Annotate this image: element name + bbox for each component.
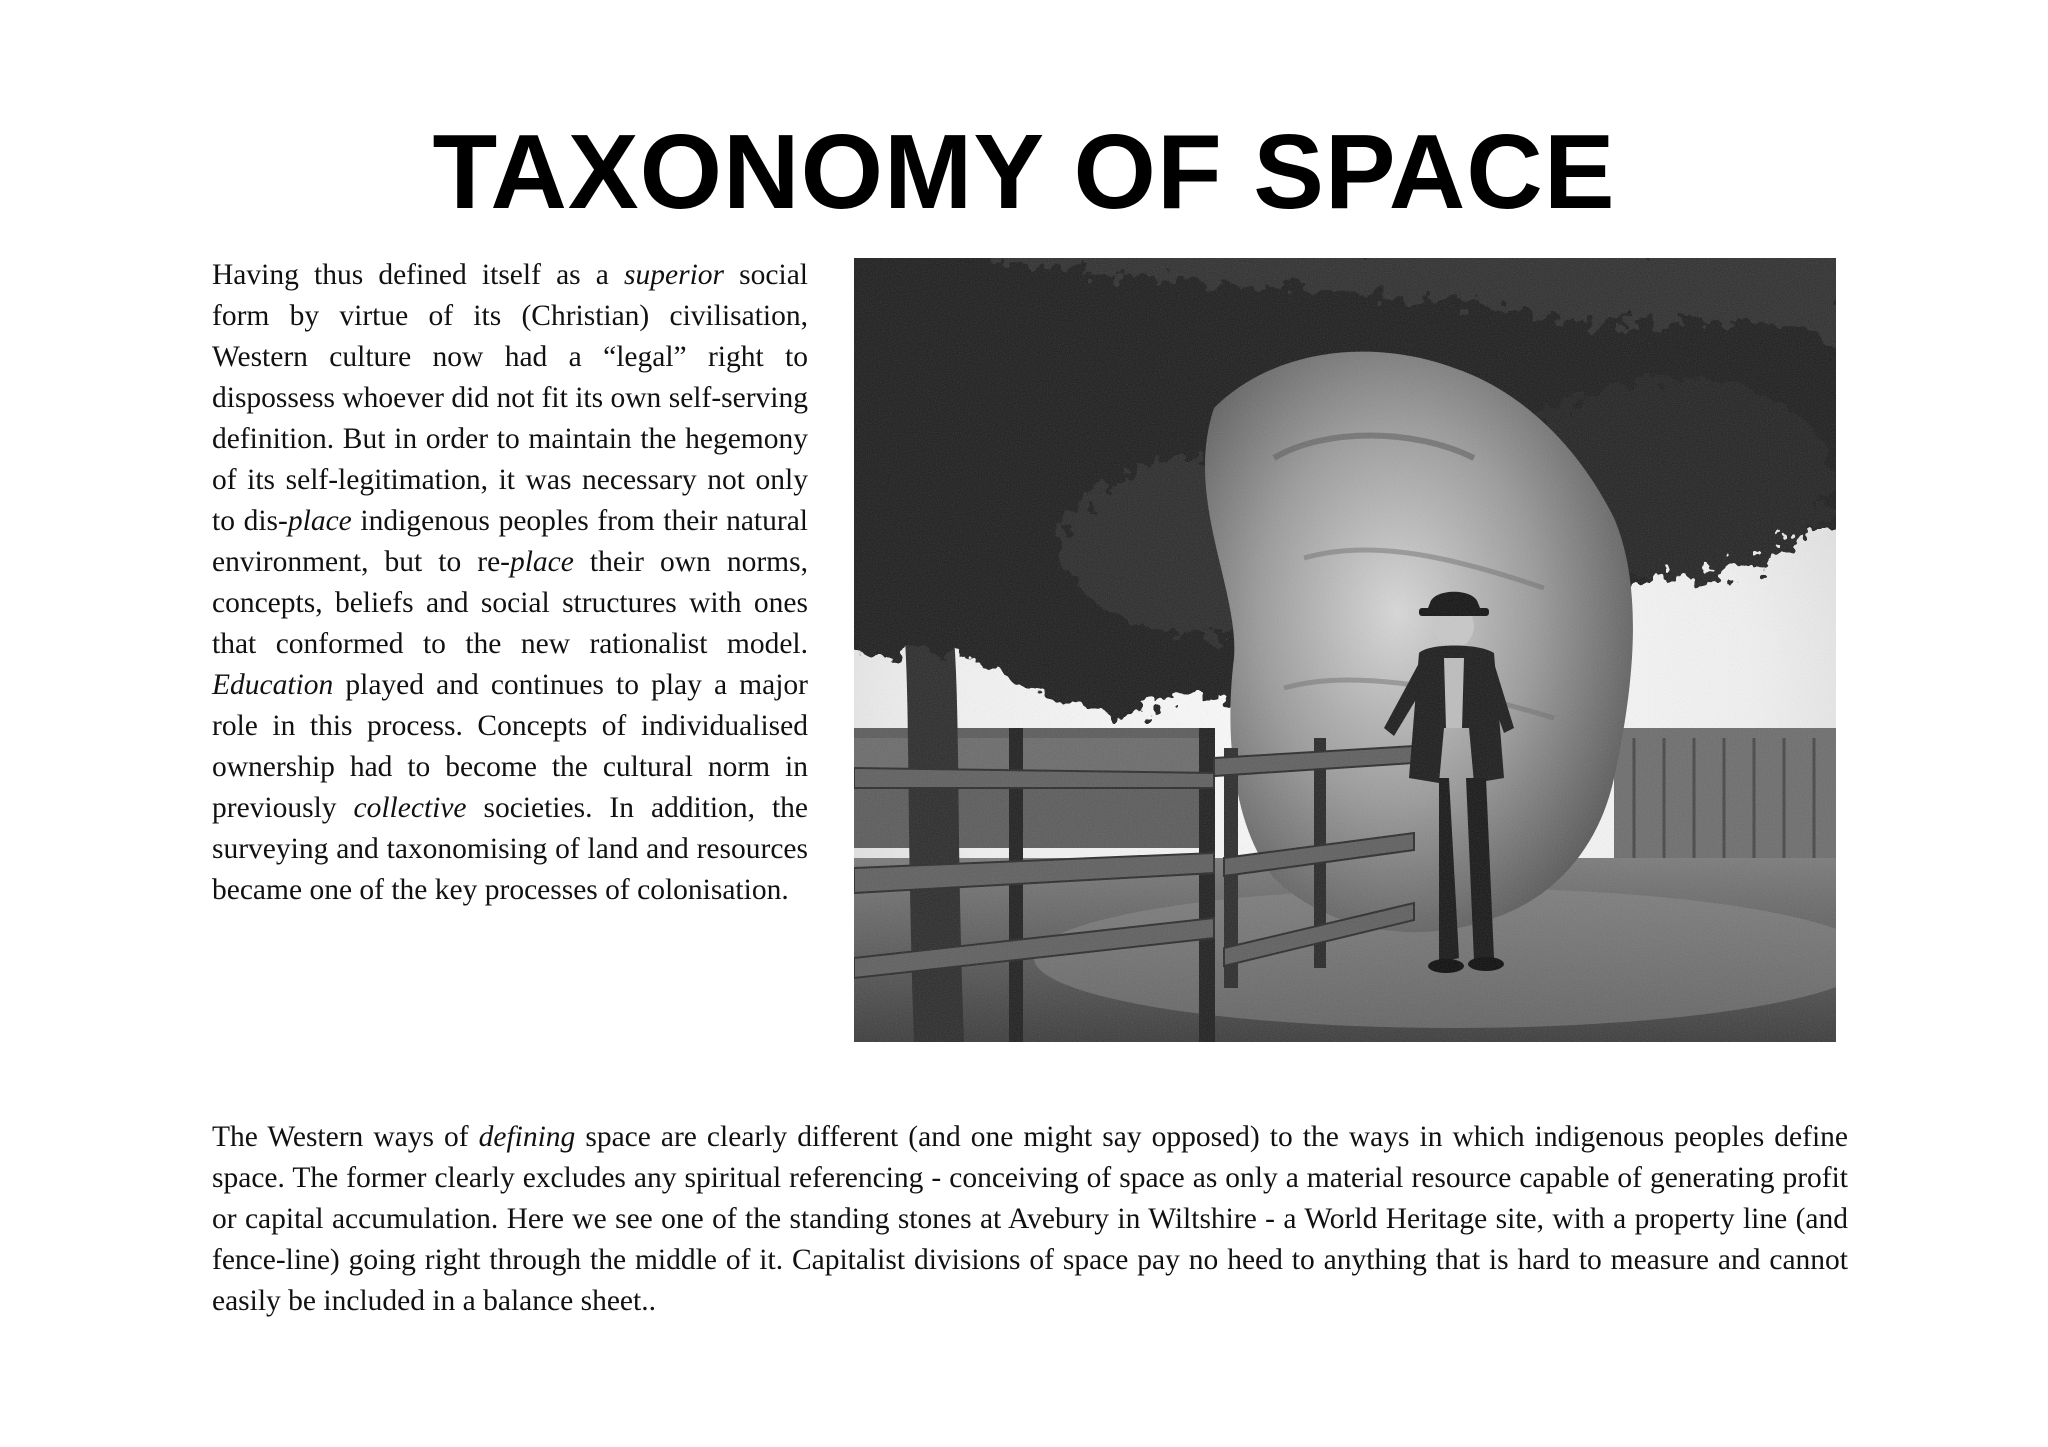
left-paragraph (212, 255, 808, 911)
left-emphasis-superior: superior (624, 259, 725, 291)
left-text-3: indigenous peoples from their natural environment, but to re- (212, 505, 808, 578)
bottom-emphasis-defining: defining (478, 1121, 576, 1153)
page-title: TAXONOMY OF SPACE (432, 113, 1616, 231)
photo-illustration (854, 258, 1836, 1042)
left-text-4: their own norms, concepts, beliefs and social structures with ones that conformed to the new rationalist model. (212, 546, 808, 660)
bottom-text-1: The Western ways of (212, 1121, 479, 1153)
left-emphasis-collective: collective (353, 792, 467, 824)
left-text-2: social form by virtue of its (Christian) civilisation, Western culture now had a “legal” right to dispossess whoever did not fit its own self-serving definition. But in order to maintain the hegemony of its self-legitimation, it was necessary not only to dis- (212, 259, 808, 537)
left-text-6: societies. In addition, the surveying and taxonomising of land and resources became one of the key processes of colonisation. (212, 792, 809, 906)
left-text-5: played and continues to play a major role in this process. Concepts of individualised ownership had to become the cultural norm in previously (212, 669, 808, 824)
standing-stone-photo (854, 258, 1836, 1042)
bottom-text-2: space are clearly different (and one might say opposed) to the ways in which indigenous peoples define space. The former clearly excludes any spiritual referencing - conceiving of space as only a material resource capable of generating profit or capital accumulation. Here we see one of the standing stones at Avebury in Wiltshire - a World Heritage site, with a property line (and fence-line) going right through the middle of it. Capitalist divisions of space pay no heed to anything that is hard to measure and cannot easily be included in a balance sheet.. (212, 1121, 1848, 1317)
bottom-paragraph (212, 1117, 1848, 1322)
left-text-1: Having thus defined itself as a (212, 259, 625, 291)
left-emphasis-place-1: place (287, 505, 352, 537)
left-emphasis-place-2: place (509, 546, 574, 578)
left-emphasis-education: Education (212, 669, 334, 701)
